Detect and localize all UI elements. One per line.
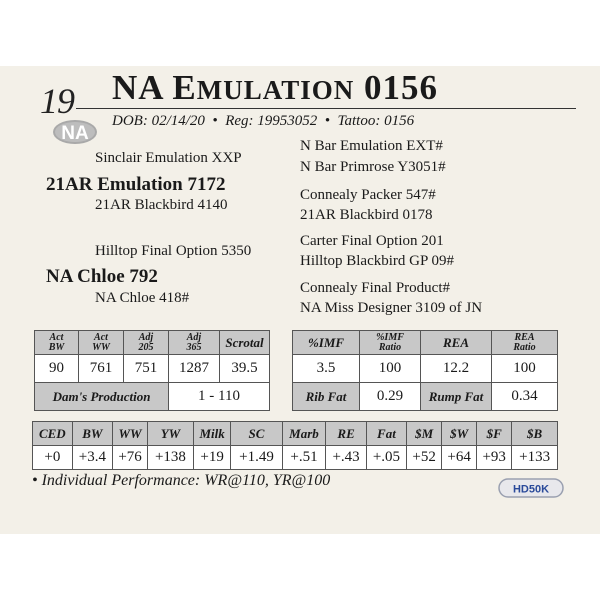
- epd-header: Milk: [193, 422, 231, 446]
- ped-right-4: 21AR Blackbird 0178: [300, 207, 433, 223]
- epd-value: +3.4: [72, 446, 112, 470]
- adj-365-value: 1287: [169, 355, 220, 383]
- weights-header: Act BW: [35, 331, 79, 355]
- ped-right-8: NA Miss Designer 3109 of JN: [300, 300, 483, 316]
- dam-sire: Hilltop Final Option 5350: [95, 243, 252, 259]
- name-prefix: NA: [112, 68, 173, 107]
- epd-header: BW: [72, 422, 112, 446]
- epd-header: $F: [477, 422, 512, 446]
- epd-header: CED: [33, 422, 73, 446]
- rea-ratio-value: 100: [492, 355, 558, 383]
- id-line: [112, 113, 414, 130]
- epd-value: +.43: [326, 446, 366, 470]
- name-cap: E: [172, 68, 197, 107]
- epd-header: SC: [231, 422, 282, 446]
- logo-text: HD50K: [512, 483, 550, 496]
- imf-value: 3.5: [293, 355, 360, 383]
- act-bw-value: 90: [35, 355, 79, 383]
- epd-value: +0: [33, 446, 73, 470]
- registration: Reg: 19953052: [225, 113, 318, 129]
- animal-name: [112, 68, 438, 108]
- name-number: 0156: [354, 68, 438, 107]
- dam: NA Chloe 792: [46, 266, 158, 287]
- epd-value: +1.49: [231, 446, 282, 470]
- adj-205-value: 751: [124, 355, 169, 383]
- epd-header: $W: [442, 422, 477, 446]
- epd-value: +133: [512, 446, 558, 470]
- ped-right-1: N Bar Emulation EXT#: [300, 138, 443, 154]
- epd-header: Fat: [366, 422, 406, 446]
- dams-production-label: Dam's Production: [35, 383, 169, 411]
- rib-fat-label: Rib Fat: [293, 383, 360, 411]
- ped-right-2: N Bar Primrose Y3051#: [300, 159, 446, 175]
- epd-value: +.05: [366, 446, 406, 470]
- epd-value: +52: [407, 446, 442, 470]
- ped-right-3: Connealy Packer 547#: [300, 187, 436, 203]
- scrotal-value: 39.5: [220, 355, 270, 383]
- sire: 21AR Emulation 7172: [46, 174, 226, 195]
- rump-fat-value: 0.34: [492, 383, 558, 411]
- carcass-header: %IMF: [293, 331, 360, 355]
- dob: DOB: 02/14/20: [112, 113, 205, 129]
- title-rule: [76, 108, 576, 109]
- lot-number: 19: [40, 81, 74, 121]
- sire-dam: 21AR Blackbird 4140: [95, 197, 228, 213]
- bullet-2: •: [324, 113, 331, 129]
- epd-header: WW: [113, 422, 148, 446]
- epd-value: +.51: [282, 446, 326, 470]
- epd-header: RE: [326, 422, 366, 446]
- badge-text: NA: [61, 123, 89, 144]
- epd-value: +19: [193, 446, 231, 470]
- epd-value: +76: [113, 446, 148, 470]
- hd50k-logo-icon: [498, 478, 564, 498]
- dam-dam: NA Chloe 418#: [95, 290, 190, 306]
- tattoo: Tattoo: 0156: [337, 113, 415, 129]
- epd-header: $M: [407, 422, 442, 446]
- ped-right-7: Connealy Final Product#: [300, 280, 450, 296]
- act-ww-value: 761: [79, 355, 124, 383]
- epd-value: +64: [442, 446, 477, 470]
- epd-table: [32, 421, 558, 470]
- rib-fat-value: 0.29: [360, 383, 421, 411]
- epd-value: +93: [477, 446, 512, 470]
- epd-value: +138: [148, 446, 194, 470]
- rump-fat-label: Rump Fat: [421, 383, 492, 411]
- ped-right-6: Hilltop Blackbird GP 09#: [300, 253, 455, 269]
- carcass-header: REA Ratio: [492, 331, 558, 355]
- dams-production-value: 1 - 110: [169, 383, 270, 411]
- weights-header: Adj 205: [124, 331, 169, 355]
- epd-header: Marb: [282, 422, 326, 446]
- weights-header: Act WW: [79, 331, 124, 355]
- weights-header: Adj 365: [169, 331, 220, 355]
- weights-header: Scrotal: [220, 331, 270, 355]
- carcass-header: REA: [421, 331, 492, 355]
- na-badge-icon: [50, 117, 100, 147]
- epd-header: $B: [512, 422, 558, 446]
- imf-ratio-value: 100: [360, 355, 421, 383]
- individual-performance: • Individual Performance: WR@110, YR@100: [32, 472, 331, 489]
- name-rest: MULATION: [196, 75, 355, 105]
- ped-right-5: Carter Final Option 201: [300, 233, 444, 249]
- bullet-1: •: [212, 113, 218, 129]
- carcass-table: [292, 330, 558, 411]
- rea-value: 12.2: [421, 355, 492, 383]
- carcass-header: %IMF Ratio: [360, 331, 421, 355]
- epd-header: YW: [148, 422, 194, 446]
- sire-sire: Sinclair Emulation XXP: [95, 150, 242, 166]
- weights-table: [34, 330, 270, 411]
